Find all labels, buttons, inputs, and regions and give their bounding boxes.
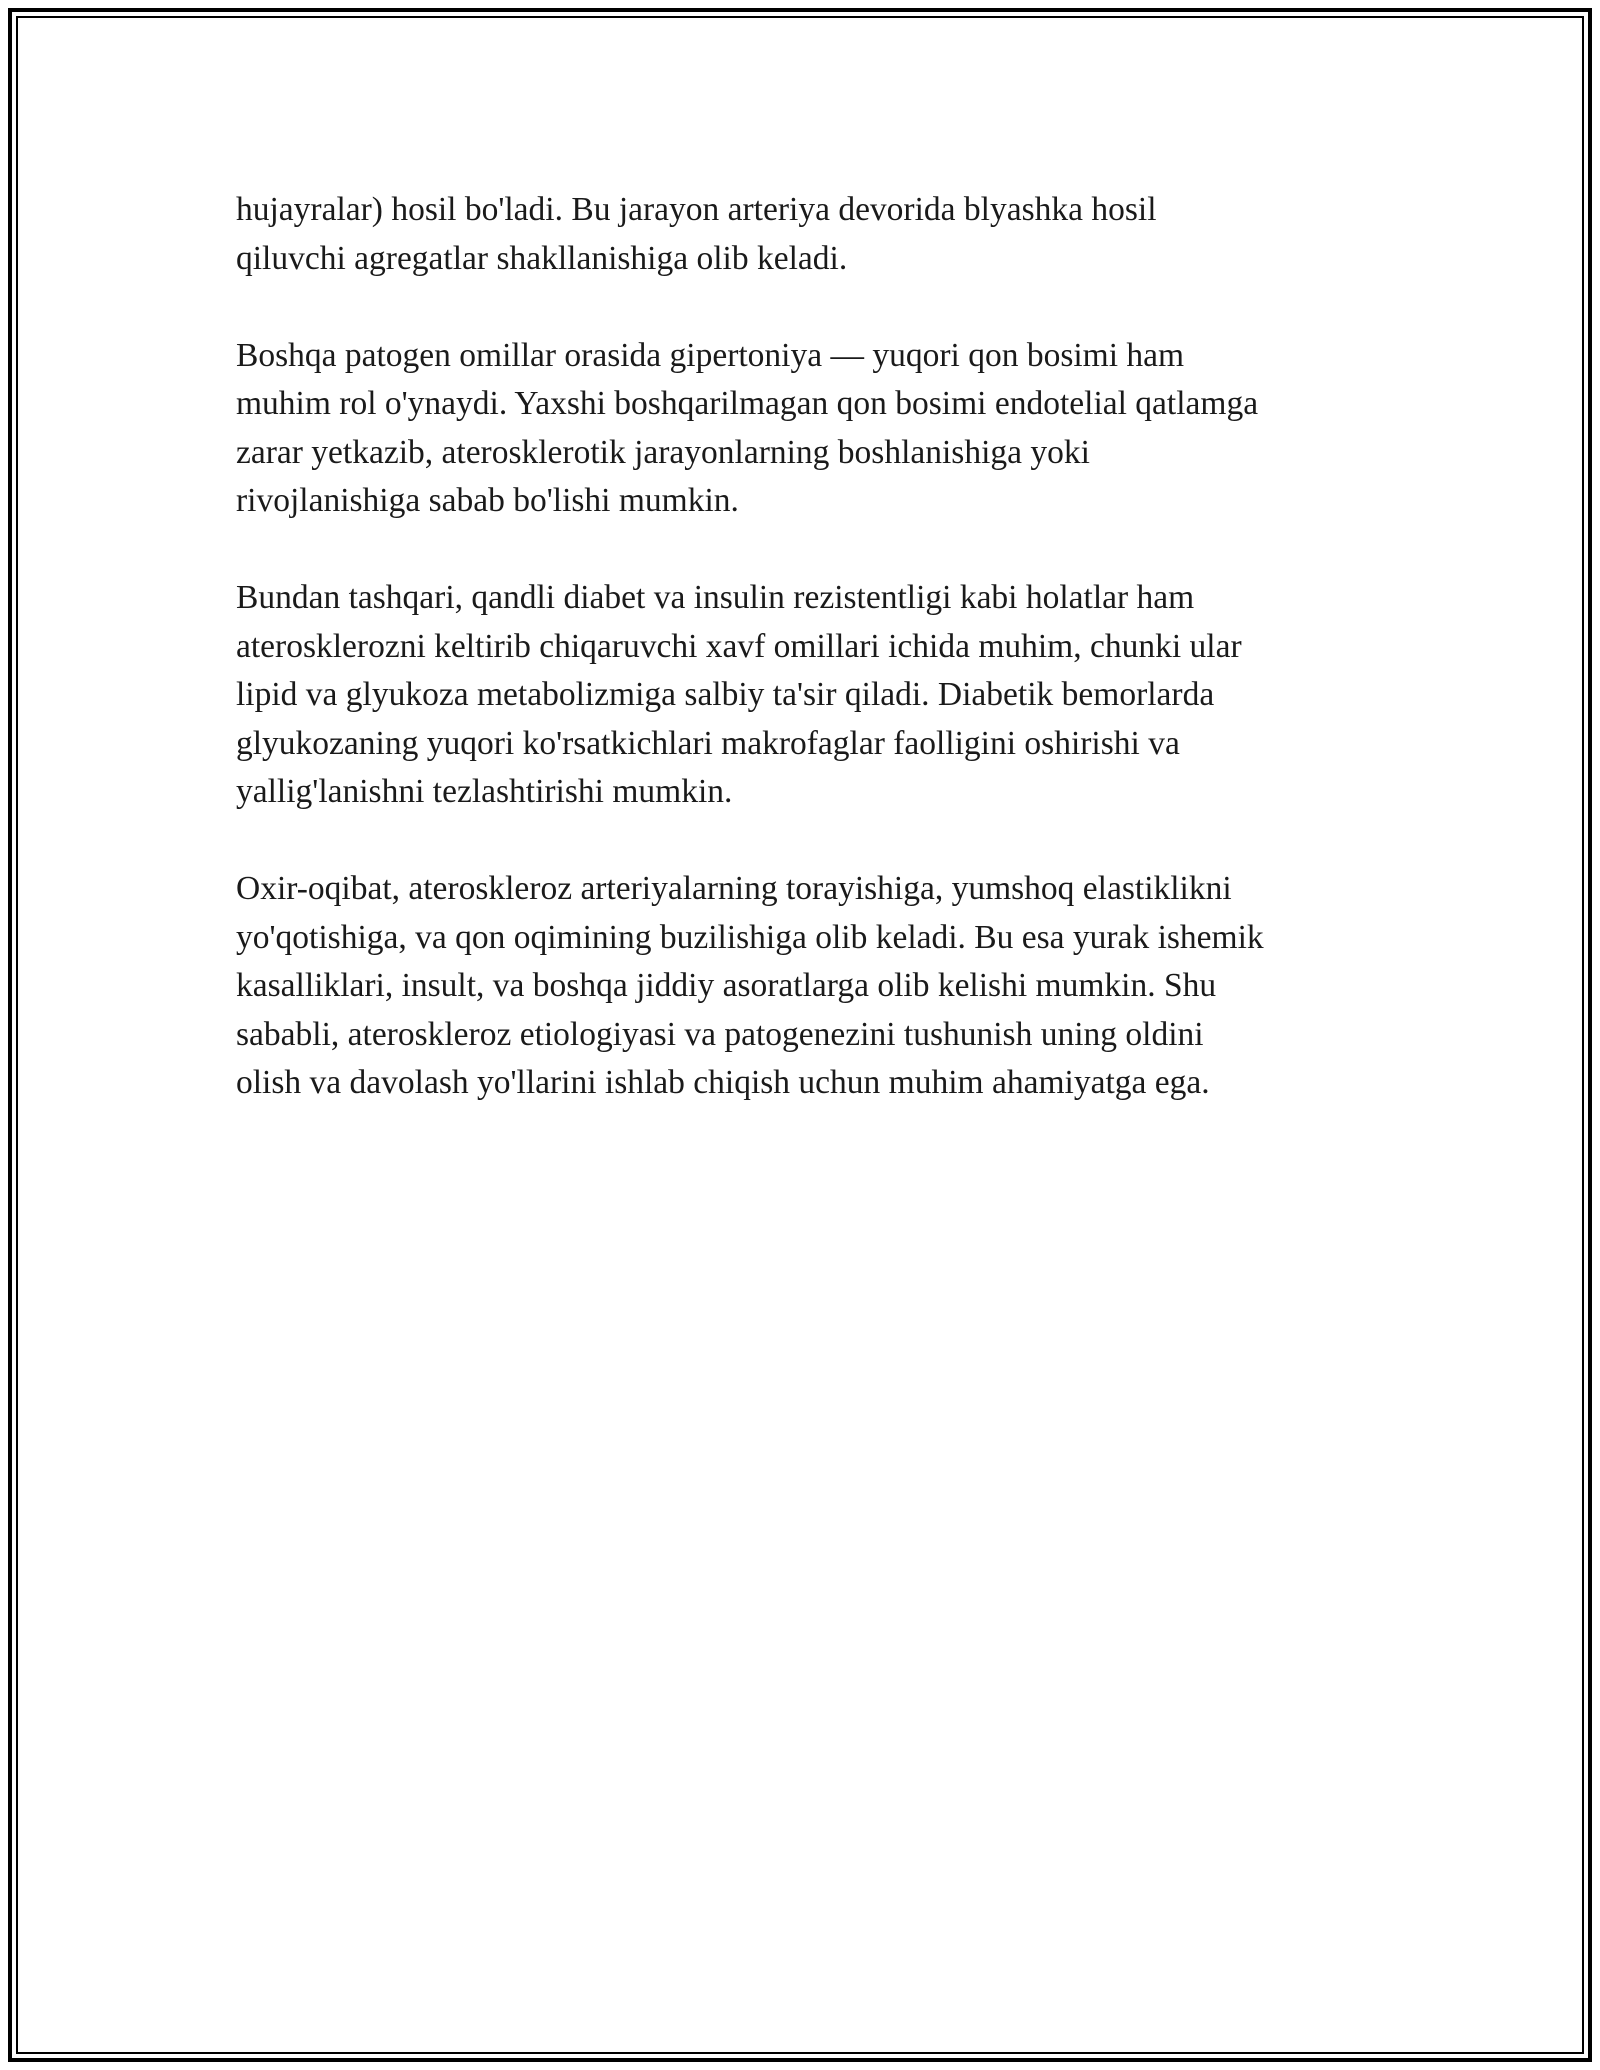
text-line: yo'qotishiga, va qon oqimining buzilishiga olib keladi. Bu esa yurak ishemik (236, 918, 1264, 956)
document-body (236, 186, 1376, 1156)
text-line: glyukozaning yuqori ko'rsatkichlari makrofaglar faolligini oshirishi va (236, 724, 1180, 762)
text-line: muhim rol o'ynaydi. Yaxshi boshqarilmagan qon bosimi endotelial qatlamga (236, 385, 1259, 422)
text-line: Boshqa patogen omillar orasida gipertoniya — yuqori qon bosimi ham (236, 336, 1185, 374)
text-line: yallig'lanishni tezlashtirishi mumkin. (236, 773, 733, 810)
paragraph-3 (236, 574, 1376, 817)
text-line: kasalliklari, insult, va boshqa jiddiy asoratlarga olib kelishi mumkin. Shu (236, 967, 1217, 1004)
text-line: Oxir-oqibat, ateroskleroz arteriyalarning torayishiga, yumshoq elastiklikni (236, 870, 1232, 907)
text-line: sababli, ateroskleroz etiologiyasi va patogenezini tushunish uning oldini (236, 1015, 1204, 1053)
text-line: lipid va glyukoza metabolizmiga salbiy ta'sir qiladi. Diabetik bemorlarda (236, 676, 1215, 713)
text-line: Bundan tashqari, qandli diabet va insulin rezistentligi kabi holatlar ham (236, 579, 1195, 616)
text-line: aterosklerozni keltirib chiqaruvchi xavf omillari ichida muhim, chunki ular (236, 627, 1242, 665)
text-line: zarar yetkazib, aterosklerotik jarayonlarning boshlanishiga yoki (236, 433, 1090, 471)
text-line: olish va davolash yo'llarini ishlab chiqish uchun muhim ahamiyatga ega. (236, 1064, 1210, 1101)
text-line: hujayralar) hosil bo'ladi. Bu jarayon arteriya devorida blyashka hosil (236, 191, 1157, 228)
paragraph-4 (236, 865, 1376, 1108)
paragraph-1 (236, 186, 1376, 283)
text-line: qiluvchi agregatlar shakllanishiga olib keladi. (236, 239, 848, 277)
text-line: rivojlanishiga sabab bo'lishi mumkin. (236, 482, 739, 519)
paragraph-2 (236, 332, 1376, 526)
